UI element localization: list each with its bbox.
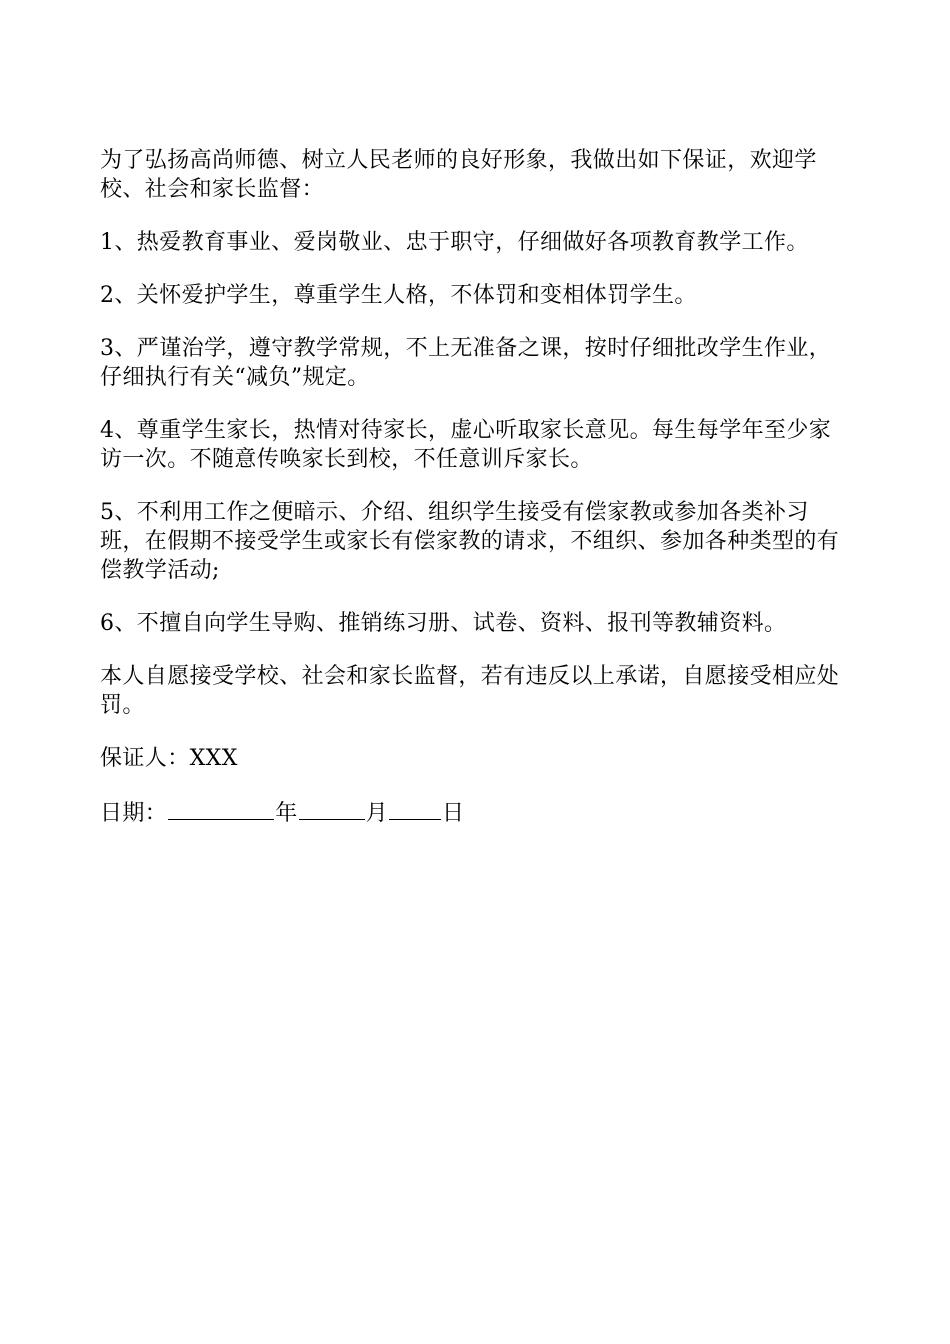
date-line <box>100 797 852 828</box>
guarantor-label: 保证人： <box>100 746 190 771</box>
date-label: 日期： <box>100 801 168 826</box>
pledge-item-5: 5、不利用工作之便暗示、介绍、组织学生接受有偿家教或参加各类补习班，在假期不接受学生或家长有偿家教的请求，不组织、参加各种类型的有偿教学活动; <box>100 500 840 583</box>
guarantor-name: XXX <box>189 746 238 771</box>
intro-paragraph: 为了弘扬高尚师德、树立人民老师的良好形象，我做出如下保证，欢迎学校、社会和家长监督： <box>100 148 817 202</box>
pledge-item-2: 2、关怀爱护学生，尊重学生人格，不体罚和变相体罚学生。 <box>100 283 697 308</box>
pledge-item-1: 1、热爱教育事业、爱岗敬业、忠于职守，仔细做好各项教育教学工作。 <box>100 230 809 255</box>
pledge-item-4: 4、尊重学生家长，热情对待家长，虚心听取家长意见。每生每学年至少家访一次。不随意传唤家长到校，不任意训斥家长。 <box>100 418 832 472</box>
pledge-item-3: 3、严谨治学，遵守教学常规，不上无准备之课，按时仔细批改学生作业，仔细执行有关“减负”规定。 <box>100 336 832 390</box>
year-label: 年 <box>275 801 298 826</box>
pledge-item-6: 6、不擅自向学生导购、推销练习册、试卷、资料、报刊等教辅资料。 <box>100 611 787 636</box>
day-blank <box>389 797 441 820</box>
year-blank <box>168 797 274 820</box>
day-label: 日 <box>442 801 465 826</box>
guarantor-line <box>100 744 852 773</box>
month-label: 月 <box>365 801 389 826</box>
document-body <box>100 146 852 852</box>
month-blank <box>299 797 365 820</box>
closing-paragraph: 本人自愿接受学校、社会和家长监督，若有违反以上承诺，自愿接受相应处罚。 <box>100 664 840 718</box>
